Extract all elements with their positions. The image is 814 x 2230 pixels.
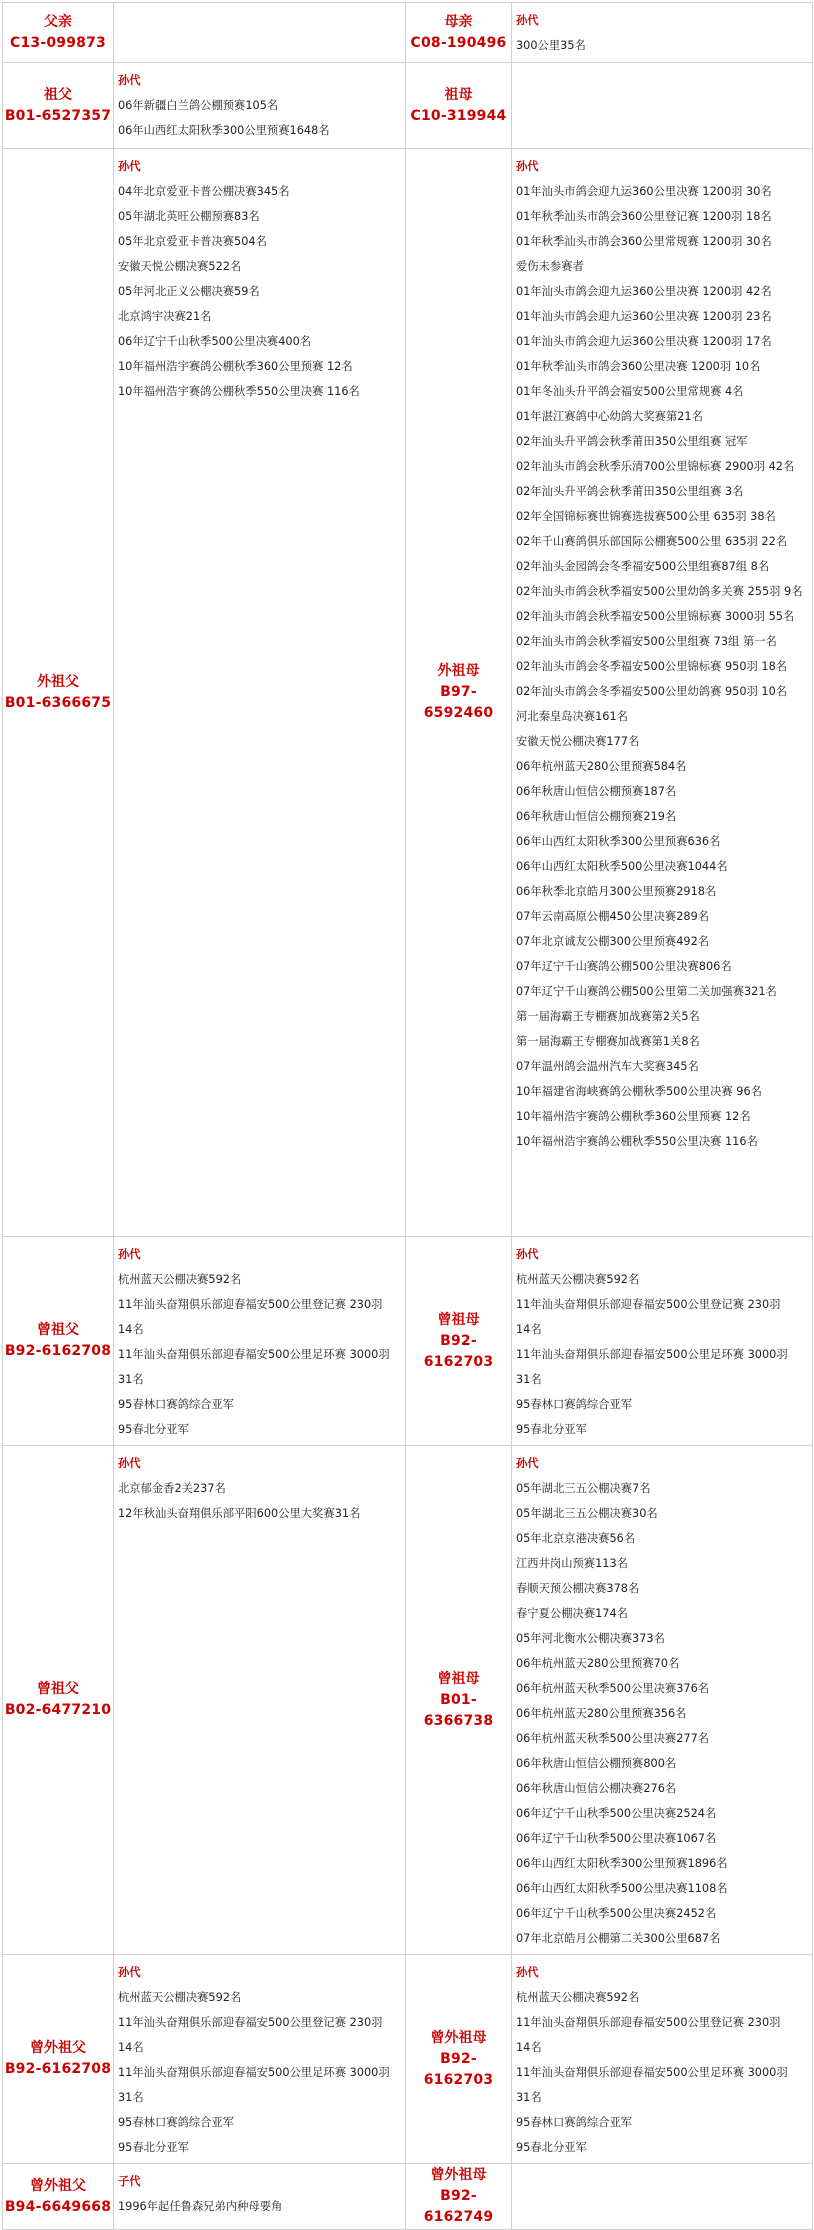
ancestor-records-cell xyxy=(512,2164,813,2230)
relation-label: 曾外祖父 xyxy=(30,2040,86,2056)
race-record: 01年汕头市鸽会迎九运360公里决赛 1200羽 30名 xyxy=(516,185,772,198)
race-record: 02年汕头市鸽会冬季福安500公里幼鸽赛 950羽 10名 xyxy=(516,685,788,698)
relation-label: 母亲 xyxy=(444,13,473,30)
race-record: 02年汕头市鸽会秋季福安500公里锦标赛 3000羽 55名 xyxy=(516,610,795,623)
ancestor-records-cell xyxy=(114,63,406,149)
race-record: 01年秋季汕头市鸽会360公里常规赛 1200羽 30名 xyxy=(516,235,772,248)
race-record: 11年汕头奋翔俱乐部迎春福安500公里足环赛 3000羽 xyxy=(118,1348,390,1361)
ancestor-name-cell xyxy=(3,63,114,149)
ancestor-records-cell xyxy=(114,1955,406,2164)
race-record: 江西井岗山预赛113名 xyxy=(516,1557,628,1570)
ancestor-name-cell xyxy=(406,3,512,63)
relation-label: 曾外祖父 xyxy=(30,2177,86,2194)
ancestor-records-cell xyxy=(114,2164,406,2230)
ring-number: B01-6527357 xyxy=(4,107,112,124)
race-record: 02年汕头升平鸽会秋季莆田350公里组赛 3名 xyxy=(516,485,744,498)
race-record: 95春北分亚军 xyxy=(118,2141,189,2154)
race-record: 02年汕头升平鸽会秋季莆田350公里组赛 冠军 xyxy=(516,435,748,448)
relation-label: 曾祖父 xyxy=(37,1681,79,1697)
pedigree-row xyxy=(3,1446,813,1955)
ancestor-name-cell xyxy=(406,2164,512,2230)
ring-number: C08-190496 xyxy=(410,34,507,51)
ancestor-name-cell xyxy=(3,3,114,63)
race-record: 07年北京皓月公棚第二关300公里687名 xyxy=(516,1932,721,1945)
pedigree-row xyxy=(3,2164,813,2230)
ancestor-name-cell xyxy=(406,63,512,149)
pedigree-row xyxy=(3,1955,813,2164)
generation-label: 孙代 xyxy=(118,1248,141,1261)
race-record: 11年汕头奋翔俱乐部迎春福安500公里登记赛 230羽 xyxy=(118,1298,383,1311)
race-record: 01年湛江赛鸽中心幼鸽大奖赛第21名 xyxy=(516,410,703,423)
race-record: 06年杭州蓝天秋季500公里决赛277名 xyxy=(516,1732,710,1745)
race-record: 02年千山赛鸽俱乐部国际公棚赛500公里 635羽 22名 xyxy=(516,535,788,548)
race-record: 02年汕头金园鸽会冬季福安500公里组赛87组 8名 xyxy=(516,560,770,573)
race-record: 06年山西红太阳秋季500公里决赛1108名 xyxy=(516,1882,728,1895)
race-record: 14名 xyxy=(118,1323,144,1336)
race-record: 安徽天悦公棚决赛177名 xyxy=(516,735,640,748)
ancestor-records-cell xyxy=(512,3,813,63)
ring-number: B92-6162749 xyxy=(423,2188,494,2225)
race-record: 06年秋唐山恒信公棚预赛800名 xyxy=(516,1757,677,1770)
relation-label: 曾外祖母 xyxy=(430,2167,487,2183)
race-record: 14名 xyxy=(516,1323,542,1336)
pedigree-row xyxy=(3,1237,813,1446)
race-record: 10年福州浩宇赛鸽公棚秋季360公里预赛 12名 xyxy=(516,1110,751,1123)
generation-label: 孙代 xyxy=(118,1457,141,1470)
generation-label: 孙代 xyxy=(118,1966,141,1979)
pedigree-row xyxy=(3,3,813,63)
race-record: 春宁夏公棚决赛174名 xyxy=(516,1607,628,1620)
pedigree-body xyxy=(3,3,813,2230)
race-record: 06年杭州蓝天280公里预赛584名 xyxy=(516,760,687,773)
race-record: 11年汕头奋翔俱乐部迎春福安500公里足环赛 3000羽 xyxy=(118,2066,390,2079)
race-record: 14名 xyxy=(516,2041,542,2054)
race-record: 北京郁金香2关237名 xyxy=(118,1482,226,1495)
ring-number: B92-6162703 xyxy=(423,2050,494,2088)
ancestor-records-cell xyxy=(114,1237,406,1446)
race-record: 北京鸿宇决赛21名 xyxy=(118,310,212,323)
race-record: 05年河北衡水公棚决赛373名 xyxy=(516,1632,665,1645)
race-record: 06年辽宁千山秋季500公里决赛400名 xyxy=(118,335,312,348)
race-record: 95春林口赛鸽综合亚军 xyxy=(516,2116,633,2129)
ancestor-records-cell xyxy=(114,3,406,63)
ring-number: B92-6162708 xyxy=(4,1343,112,1359)
race-record: 杭州蓝天公棚决赛592名 xyxy=(516,1991,640,2004)
race-record: 河北秦皇岛决赛161名 xyxy=(516,710,628,723)
generation-label: 孙代 xyxy=(516,160,539,173)
generation-label: 孙代 xyxy=(516,1966,539,1979)
ancestor-name-cell xyxy=(3,1955,114,2164)
race-record: 06年秋季北京皓月300公里预赛2918名 xyxy=(516,885,717,898)
pedigree-row xyxy=(3,63,813,149)
ancestor-records-cell xyxy=(512,1955,813,2164)
ring-number: B92-6162708 xyxy=(4,2061,112,2077)
race-record: 杭州蓝天公棚决赛592名 xyxy=(118,1991,242,2004)
race-record: 04年北京爱亚卡普公棚决赛345名 xyxy=(118,185,290,198)
race-record: 95春林口赛鸽综合亚军 xyxy=(118,2116,235,2129)
ancestor-name-cell xyxy=(3,1237,114,1446)
race-record: 300公里35名 xyxy=(516,39,586,52)
ring-number: B01-6366738 xyxy=(423,1691,494,1729)
race-record: 11年汕头奋翔俱乐部迎春福安500公里足环赛 3000羽 xyxy=(516,1348,788,1361)
race-record: 07年云南高原公棚450公里决赛289名 xyxy=(516,910,710,923)
race-record: 95春北分亚军 xyxy=(118,1423,189,1436)
race-record: 01年汕头市鸽会迎九运360公里决赛 1200羽 23名 xyxy=(516,310,772,323)
relation-label: 祖母 xyxy=(444,86,473,103)
race-record: 06年杭州蓝天280公里预赛70名 xyxy=(516,1657,680,1670)
race-record: 05年湖北三五公棚决赛7名 xyxy=(516,1482,651,1495)
ancestor-records-cell xyxy=(114,149,406,1237)
race-record: 06年山西红太阳秋季500公里决赛1044名 xyxy=(516,860,728,873)
ring-number: B02-6477210 xyxy=(4,1702,112,1718)
ring-number: B92-6162703 xyxy=(423,1332,494,1370)
race-record: 05年北京爱亚卡普决赛504名 xyxy=(118,235,267,248)
generation-label: 子代 xyxy=(118,2175,141,2188)
race-record: 11年汕头奋翔俱乐部迎春福安500公里登记赛 230羽 xyxy=(516,1298,781,1311)
race-record: 07年辽宁千山赛鸽公棚500公里第二关加强赛321名 xyxy=(516,985,777,998)
race-record: 爱伤未参赛者 xyxy=(516,260,584,273)
race-record: 31名 xyxy=(516,1373,542,1386)
race-record: 06年杭州蓝天280公里预赛356名 xyxy=(516,1707,687,1720)
race-record: 05年北京京港决赛56名 xyxy=(516,1532,636,1545)
ancestor-name-cell xyxy=(3,149,114,1237)
race-record: 10年福州浩宇赛鸽公棚秋季550公里决赛 116名 xyxy=(516,1135,758,1148)
ancestor-records-cell xyxy=(512,1446,813,1955)
race-record: 02年汕头市鸽会秋季福安500公里幼鸽多关赛 255羽 9名 xyxy=(516,585,803,598)
generation-label: 孙代 xyxy=(516,1457,539,1470)
race-record: 11年汕头奋翔俱乐部迎春福安500公里足环赛 3000羽 xyxy=(516,2066,788,2079)
race-record: 02年汕头市鸽会冬季福安500公里锦标赛 950羽 18名 xyxy=(516,660,788,673)
race-record: 95春北分亚军 xyxy=(516,2141,587,2154)
ring-number: B94-6649668 xyxy=(4,2198,112,2215)
generation-label: 孙代 xyxy=(118,74,141,87)
ancestor-name-cell xyxy=(406,1237,512,1446)
relation-label: 外祖母 xyxy=(437,663,480,679)
race-record: 95春林口赛鸽综合亚军 xyxy=(516,1398,633,1411)
race-record: 02年汕头市鸽会秋季乐清700公里锦标赛 2900羽 42名 xyxy=(516,460,795,473)
race-record: 06年秋唐山恒信公棚预赛187名 xyxy=(516,785,677,798)
race-record: 06年山西红太阳秋季300公里预赛636名 xyxy=(516,835,721,848)
race-record: 1996年起任鲁森兄弟内种母要角 xyxy=(118,2200,283,2213)
pedigree-row xyxy=(3,149,813,1237)
race-record: 01年汕头市鸽会迎九运360公里决赛 1200羽 17名 xyxy=(516,335,772,348)
ancestor-name-cell xyxy=(406,149,512,1237)
race-record: 12年秋汕头奋翔俱乐部平阳600公里大奖赛31名 xyxy=(118,1507,361,1520)
race-record: 31名 xyxy=(118,1373,144,1386)
race-record: 02年全国锦标赛世锦赛选拔赛500公里 635羽 38名 xyxy=(516,510,776,523)
relation-label: 外祖父 xyxy=(37,673,79,690)
race-record: 01年秋季汕头市鸽会360公里登记赛 1200羽 18名 xyxy=(516,210,772,223)
race-record: 10年福建省海峡赛鸽公棚秋季500公里决赛 96名 xyxy=(516,1085,762,1098)
race-record: 第一届海霸王专棚赛加战赛第2关5名 xyxy=(516,1010,700,1023)
race-record: 07年温州鸽会温州汽车大奖赛345名 xyxy=(516,1060,699,1073)
race-record: 06年秋唐山恒信公棚决赛276名 xyxy=(516,1782,677,1795)
race-record: 第一届海霸王专棚赛加战赛第1关8名 xyxy=(516,1035,700,1048)
race-record: 07年北京诚友公棚300公里预赛492名 xyxy=(516,935,710,948)
relation-label: 曾祖母 xyxy=(437,1670,480,1687)
relation-label: 曾祖母 xyxy=(437,1311,480,1328)
ancestor-name-cell xyxy=(406,1955,512,2164)
ring-number: C10-319944 xyxy=(410,107,507,124)
race-record: 07年辽宁千山赛鸽公棚500公里决赛806名 xyxy=(516,960,732,973)
race-record: 06年杭州蓝天秋季500公里决赛376名 xyxy=(516,1682,710,1695)
ring-number: B01-6366675 xyxy=(4,694,112,711)
race-record: 06年新疆白兰鸽公棚预赛105名 xyxy=(118,99,279,112)
ancestor-records-cell xyxy=(114,1446,406,1955)
relation-label: 祖父 xyxy=(44,86,72,103)
generation-label: 孙代 xyxy=(516,14,539,27)
race-record: 06年秋唐山恒信公棚预赛219名 xyxy=(516,810,677,823)
race-record: 06年山西红太阳秋季300公里预赛1648名 xyxy=(118,124,330,137)
race-record: 31名 xyxy=(118,2091,144,2104)
race-record: 春顺天预公棚决赛378名 xyxy=(516,1582,640,1595)
race-record: 10年福州浩宇赛鸽公棚秋季550公里决赛 116名 xyxy=(118,385,360,398)
race-record: 06年山西红太阳秋季300公里预赛1896名 xyxy=(516,1857,728,1870)
relation-label: 父亲 xyxy=(44,13,72,30)
race-record: 14名 xyxy=(118,2041,144,2054)
race-record: 95春林口赛鸽综合亚军 xyxy=(118,1398,235,1411)
race-record: 95春北分亚军 xyxy=(516,1423,587,1436)
ring-number: C13-099873 xyxy=(9,34,106,51)
race-record: 杭州蓝天公棚决赛592名 xyxy=(118,1273,242,1286)
race-record: 01年秋季汕头市鸽会360公里决赛 1200羽 10名 xyxy=(516,360,761,373)
race-record: 06年辽宁千山秋季500公里决赛2524名 xyxy=(516,1807,717,1820)
generation-label: 孙代 xyxy=(516,1248,539,1261)
ancestor-name-cell xyxy=(406,1446,512,1955)
race-record: 01年冬汕头升平鸽会福安500公里常规赛 4名 xyxy=(516,385,744,398)
ring-number: B97-6592460 xyxy=(423,684,494,721)
relation-label: 曾外祖母 xyxy=(430,2029,487,2046)
generation-label: 孙代 xyxy=(118,160,141,173)
race-record: 05年湖北英旺公棚预赛83名 xyxy=(118,210,260,223)
pedigree-table xyxy=(2,2,813,2230)
ancestor-records-cell xyxy=(512,1237,813,1446)
race-record: 11年汕头奋翔俱乐部迎春福安500公里登记赛 230羽 xyxy=(516,2016,781,2029)
race-record: 06年辽宁千山秋季500公里决赛1067名 xyxy=(516,1832,717,1845)
race-record: 11年汕头奋翔俱乐部迎春福安500公里登记赛 230羽 xyxy=(118,2016,383,2029)
race-record: 01年汕头市鸽会迎九运360公里决赛 1200羽 42名 xyxy=(516,285,772,298)
race-record: 安徽天悦公棚决赛522名 xyxy=(118,260,242,273)
race-record: 05年湖北三五公棚决赛30名 xyxy=(516,1507,658,1520)
ancestor-records-cell xyxy=(512,63,813,149)
race-record: 05年河北正义公棚决赛59名 xyxy=(118,285,260,298)
ancestor-name-cell xyxy=(3,1446,114,1955)
race-record: 10年福州浩宇赛鸽公棚秋季360公里预赛 12名 xyxy=(118,360,353,373)
race-record: 杭州蓝天公棚决赛592名 xyxy=(516,1273,640,1286)
race-record: 06年辽宁千山秋季500公里决赛2452名 xyxy=(516,1907,717,1920)
relation-label: 曾祖父 xyxy=(37,1322,79,1338)
ancestor-name-cell xyxy=(3,2164,114,2230)
ancestor-records-cell xyxy=(512,149,813,1237)
race-record: 31名 xyxy=(516,2091,542,2104)
race-record: 02年汕头市鸽会秋季福安500公里组赛 73组 第一名 xyxy=(516,635,777,648)
